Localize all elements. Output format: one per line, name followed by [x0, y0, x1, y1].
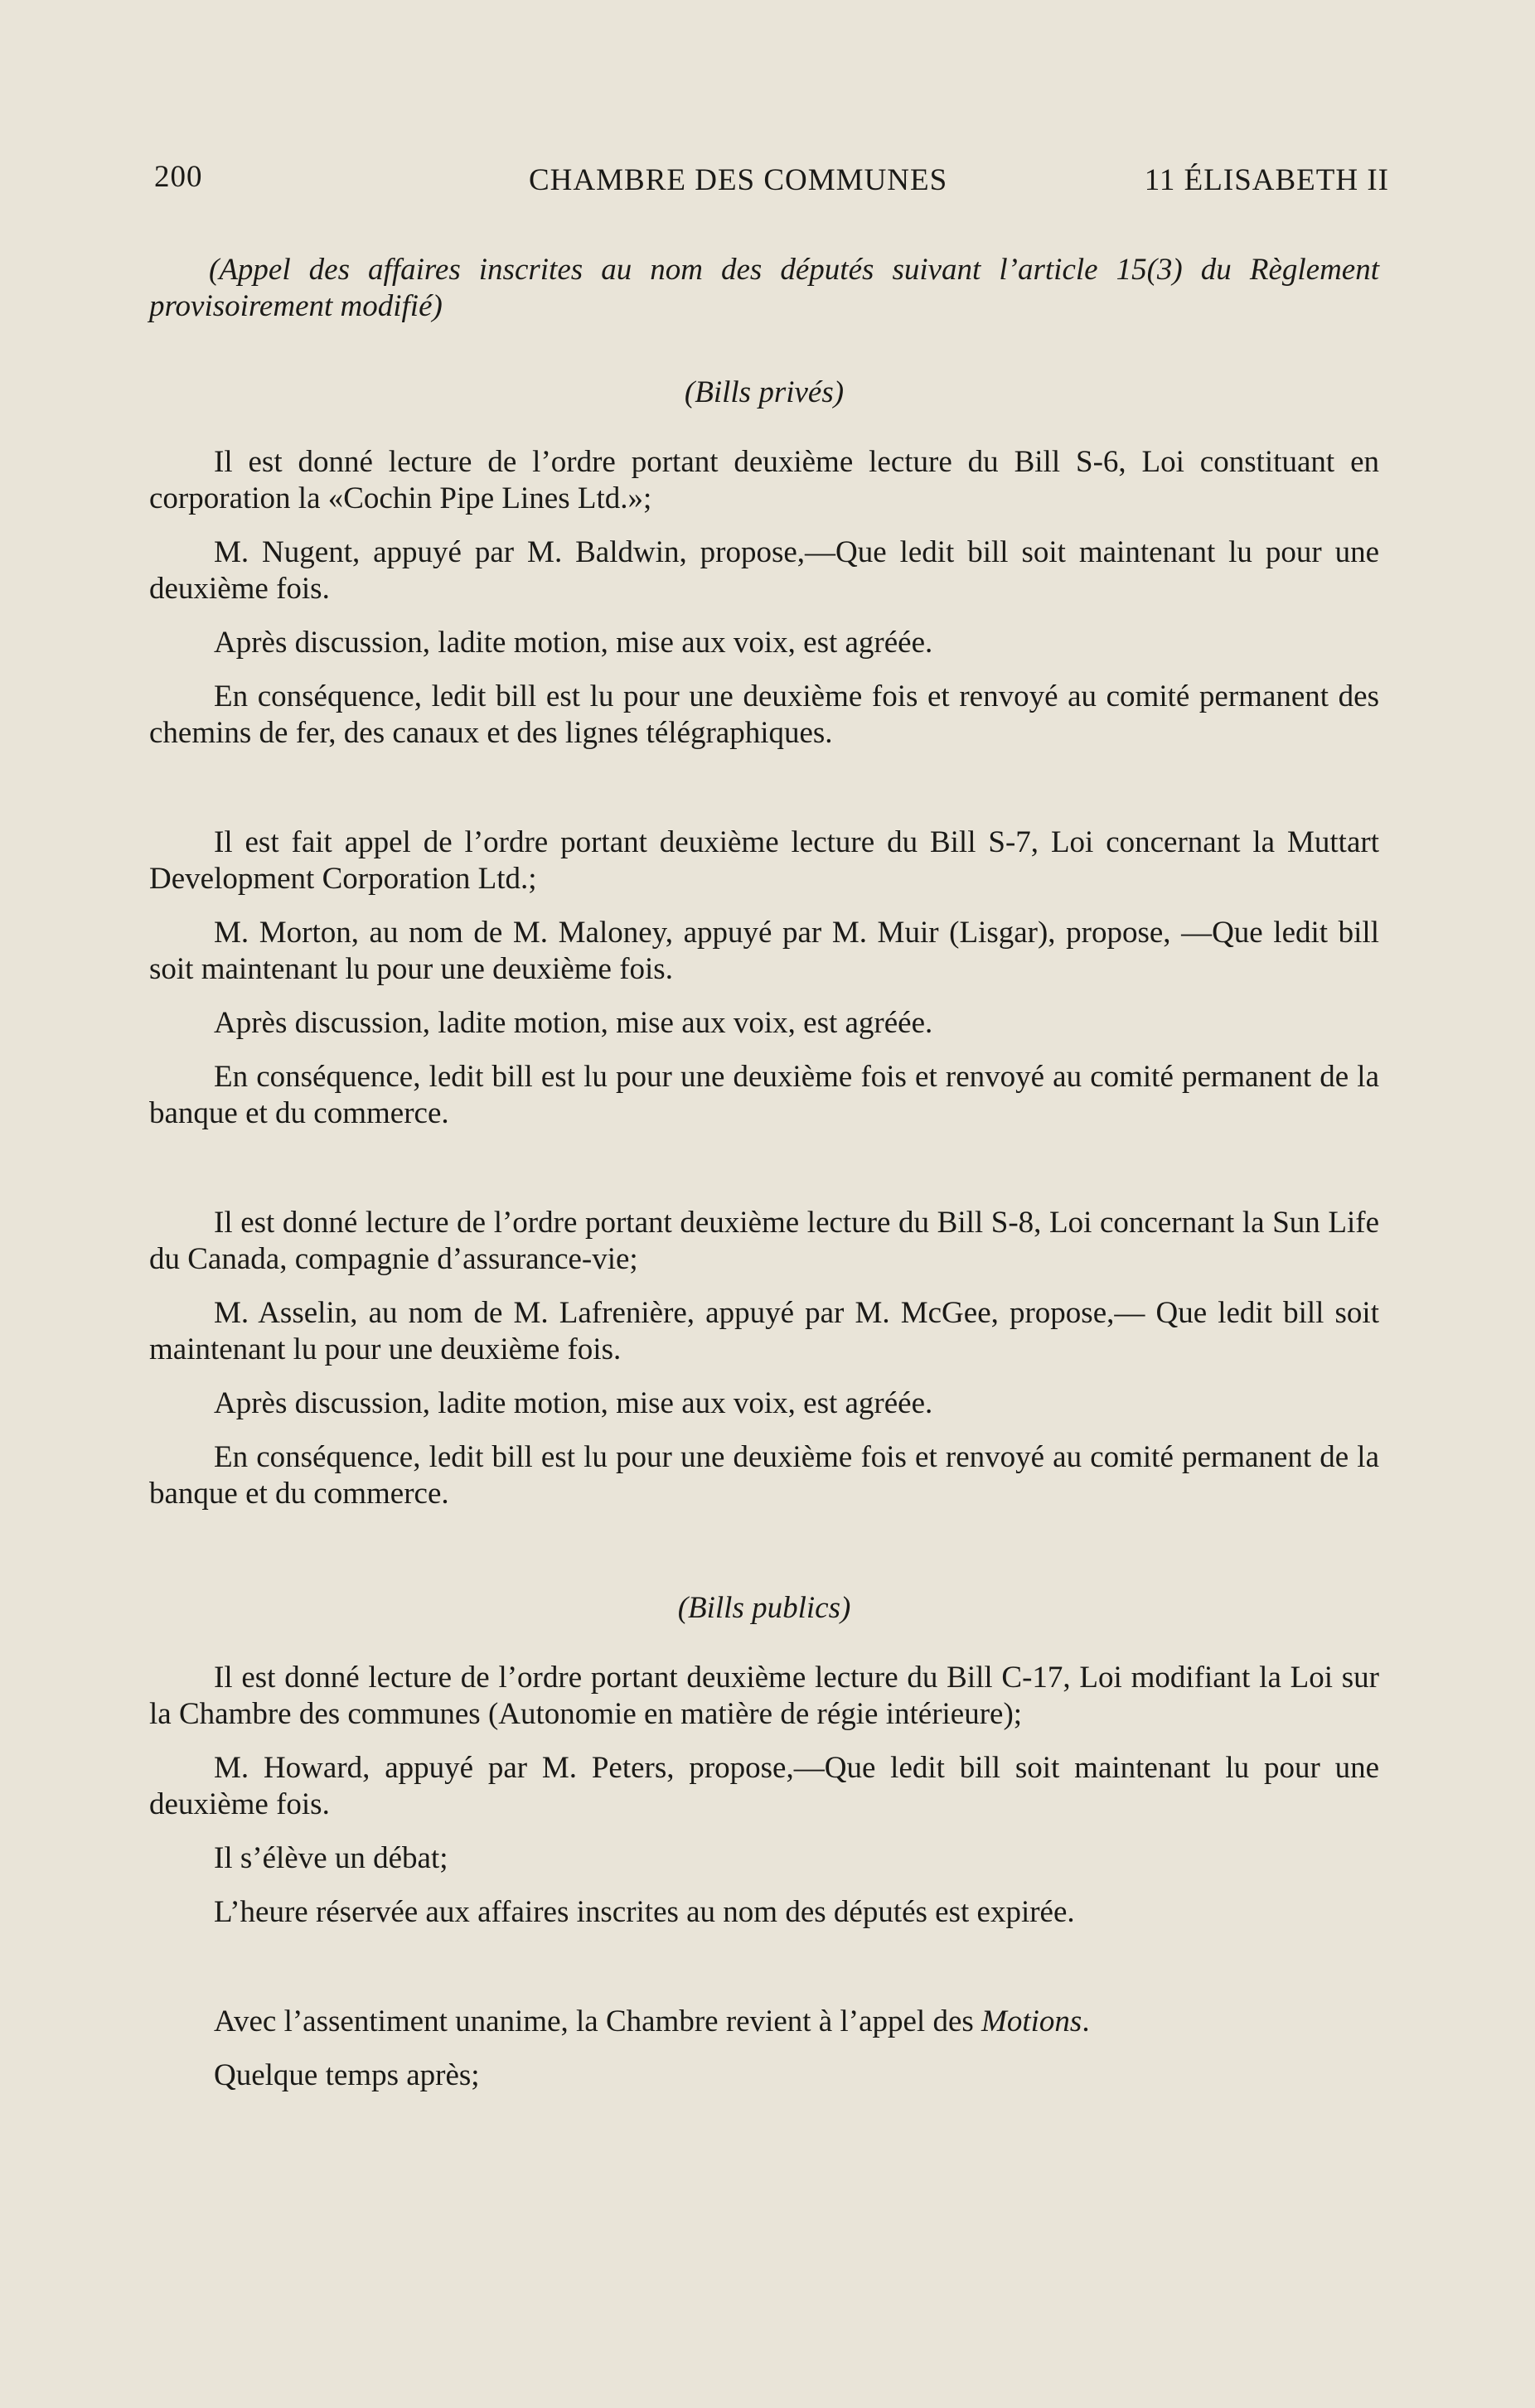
bill-s8-referral: En conséquence, ledit bill est lu pour une deuxième fois et renvoyé au comité permanent de la banque et du commerce.: [149, 1440, 1379, 1511]
bill-s7-result: Après discussion, ladite motion, mise aux voix, est agréée.: [214, 1006, 933, 1040]
page-body: [149, 252, 1379, 2094]
page-number: 200: [154, 160, 203, 194]
intro-note: (Appel des affaires inscrites au nom des députés suivant l’article 15(3) du Règlement provisoirement modifié): [149, 253, 1379, 323]
running-title: CHAMBRE DES COMMUNES: [529, 163, 948, 197]
bill-s6-result: Après discussion, ladite motion, mise aux voix, est agréée.: [214, 626, 933, 660]
bill-s8-result: Après discussion, ladite motion, mise aux voix, est agréée.: [214, 1386, 933, 1420]
consent-text: Avec l’assentiment unanime, la Chambre revient à l’appel des: [214, 2004, 974, 2038]
section-heading-public-bills: (Bills publics): [677, 1591, 851, 1625]
bill-s6-motion: M. Nugent, appuyé par M. Baldwin, propose,—Que ledit bill soit maintenant lu pour une deuxième fois.: [149, 535, 1379, 606]
bill-s7-reading: Il est fait appel de l’ordre portant deuxième lecture du Bill S-7, Loi concernant la Muttart Development Corporation Ltd.;: [149, 825, 1379, 896]
bill-s8-motion: M. Asselin, au nom de M. Lafrenière, appuyé par M. McGee, propose,— Que ledit bill soit maintenant lu pour une deuxième fois.: [149, 1296, 1379, 1366]
consent-end: .: [1082, 2004, 1090, 2038]
bill-c17-debate: Il s’élève un débat;: [214, 1841, 448, 1875]
later-paragraph: Quelque temps après;: [214, 2058, 480, 2092]
consent-motions-word: Motions: [981, 2004, 1082, 2038]
bill-s7-motion: M. Morton, au nom de M. Maloney, appuyé par M. Muir (Lisgar), propose, —Que ledit bill soit maintenant lu pour une deuxième fois.: [149, 916, 1379, 986]
regnal-year: 11 ÉLISABETH II: [1144, 163, 1389, 197]
section-heading-private-bills: (Bills privés): [684, 375, 845, 409]
consent-paragraph: [149, 2004, 1379, 2040]
bill-c17-reading: Il est donné lecture de l’ordre portant deuxième lecture du Bill C-17, Loi modifiant la Loi sur la Chambre des communes (Autonomie en matière de régie intérieure);: [149, 1661, 1379, 1731]
bill-c17-motion: M. Howard, appuyé par M. Peters, propose,—Que ledit bill soit maintenant lu pour une deuxième fois.: [149, 1751, 1379, 1821]
bill-s6-referral: En conséquence, ledit bill est lu pour une deuxième fois et renvoyé au comité permanent des chemins de fer, des canaux et des lignes télégraphiques.: [149, 679, 1379, 750]
bill-s7-referral: En conséquence, ledit bill est lu pour une deuxième fois et renvoyé au comité permanent de la banque et du commerce.: [149, 1060, 1379, 1130]
page-header: [154, 159, 1389, 209]
bill-c17-expired: L’heure réservée aux affaires inscrites au nom des députés est expirée.: [214, 1895, 1075, 1929]
bill-s6-reading: Il est donné lecture de l’ordre portant deuxième lecture du Bill S-6, Loi constituant en corporation la «Cochin Pipe Lines Ltd.»;: [149, 445, 1379, 515]
bill-s8-reading: Il est donné lecture de l’ordre portant deuxième lecture du Bill S-8, Loi concernant la Sun Life du Canada, compagnie d’assurance-vie;: [149, 1206, 1379, 1276]
